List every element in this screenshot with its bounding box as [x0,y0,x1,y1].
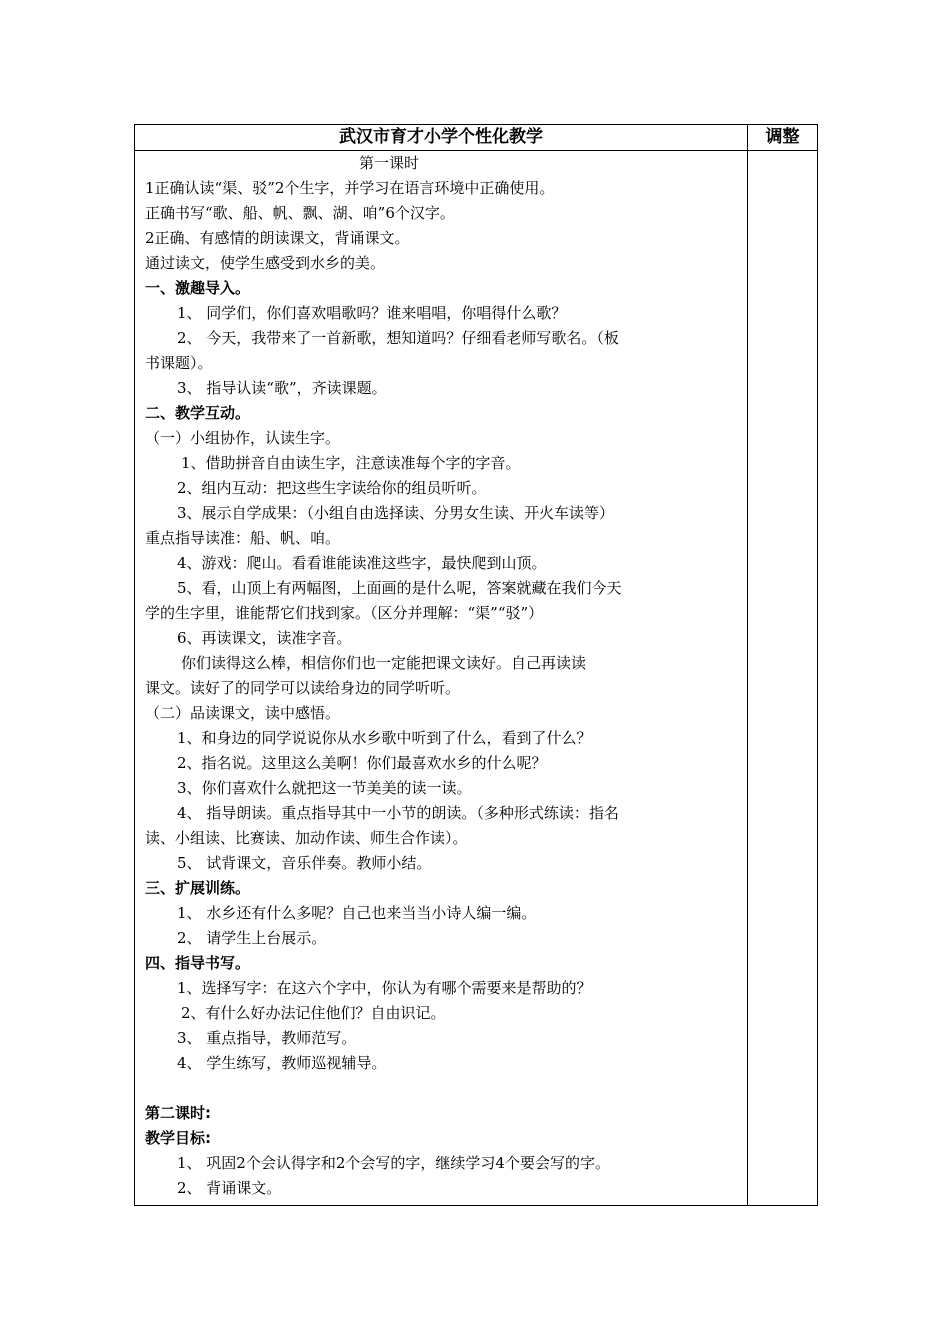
goal-line: 1正确认读“渠、驳”2个生字，并学习在语言环境中正确使用。 [145,179,555,197]
lesson-two-heading: 第二课时: [145,1104,211,1122]
goal-line: 2正确、有感情的朗读课文，背诵课文。 [145,229,410,247]
step-line: 2、 请学生上台展示。 [177,929,327,947]
step-line: 1、和身边的同学说说你从水乡歌中听到了什么，看到了什么？ [177,729,592,747]
goal-line: 正确书写“歌、船、帆、飘、湖、咱”6个汉字。 [145,204,455,222]
column-divider [747,125,748,1205]
step-line: 2、有什么好办法记住他们？自由识记。 [181,1004,446,1022]
goal-line: 通过读文，使学生感受到水乡的美。 [145,254,386,272]
step-line-continued: 学的生字里，谁能帮它们找到家。（区分并理解：“渠”“驳”） [145,604,544,622]
section-heading: 一、激趣导入。 [145,279,251,297]
subsection-heading: （一）小组协作，认读生字。 [145,429,341,447]
step-line: 3、 重点指导，教师范写。 [177,1029,357,1047]
step-line: 5、 试背课文，音乐伴奏。教师小结。 [177,854,432,872]
teaching-goals-heading: 教学目标: [145,1129,211,1147]
step-line: 1、 同学们，你们喜欢唱歌吗？谁来唱唱，你唱得什么歌？ [177,304,567,322]
step-line: 3、 指导认读“歌”，齐读课题。 [177,379,387,397]
step-line-continued: 读、小组读、比赛读、加动作读、师生合作读）。 [145,829,468,847]
table-title: 武汉市育才小学个性化教学 [339,127,543,147]
lesson-content [145,151,741,1201]
step-line: 3、你们喜欢什么就把这一节美美的读一读。 [177,779,472,797]
lesson-plan-table [134,124,818,1206]
step-line: 1、 水乡还有什么多呢？自己也来当当小诗人编一编。 [177,904,537,922]
paragraph-line: 你们读得这么棒，相信你们也一定能把课文读好。自己再读读 [181,654,587,672]
blank-line [145,1076,741,1101]
step-line: 1、选择写字：在这六个字中，你认为有哪个需要来是帮助的？ [177,979,592,997]
section-heading: 三、扩展训练。 [145,879,251,897]
step-line-continued: 重点指导读准：船、帆、咱。 [145,529,341,547]
step-line: 2、组内互动：把这些生字读给你的组员听听。 [177,479,487,497]
step-line: 1、借助拼音自由读生字，注意读准每个字的字音。 [181,454,521,472]
section-heading: 二、教学互动。 [145,404,251,422]
section-heading: 四、指导书写。 [145,954,251,972]
goal-line: 1、 巩固2个会认得字和2个会写的字，继续学习4个要会写的字。 [177,1154,610,1172]
step-line: 4、 学生练写，教师巡视辅导。 [177,1054,387,1072]
goal-line: 2、 背诵课文。 [177,1179,282,1197]
step-line: 4、游戏：爬山。看看谁能读准这些字，最快爬到山顶。 [177,554,547,572]
step-line: 5、看，山顶上有两幅图，上面画的是什么呢，答案就藏在我们今天 [177,579,622,597]
lesson-one-heading: 第一课时 [359,154,420,172]
step-line: 3、展示自学成果：（小组自由选择读、分男女生读、开火车读等） [177,504,615,522]
step-line: 6、再读课文，读准字音。 [177,629,352,647]
step-line-continued: 书课题）。 [145,354,213,372]
adjust-column-header: 调整 [765,127,800,147]
step-line: 2、指名说。这里这么美啊！你们最喜欢水乡的什么呢？ [177,754,547,772]
step-line: 2、 今天，我带来了一首新歌，想知道吗？仔细看老师写歌名。（板 [177,329,619,347]
step-line: 4、 指导朗读。重点指导其中一小节的朗读。（多种形式练读：指名 [177,804,619,822]
subsection-heading: （二）品读课文，读中感悟。 [145,704,341,722]
paragraph-line-continued: 课文。读好了的同学可以读给身边的同学听听。 [145,679,461,697]
